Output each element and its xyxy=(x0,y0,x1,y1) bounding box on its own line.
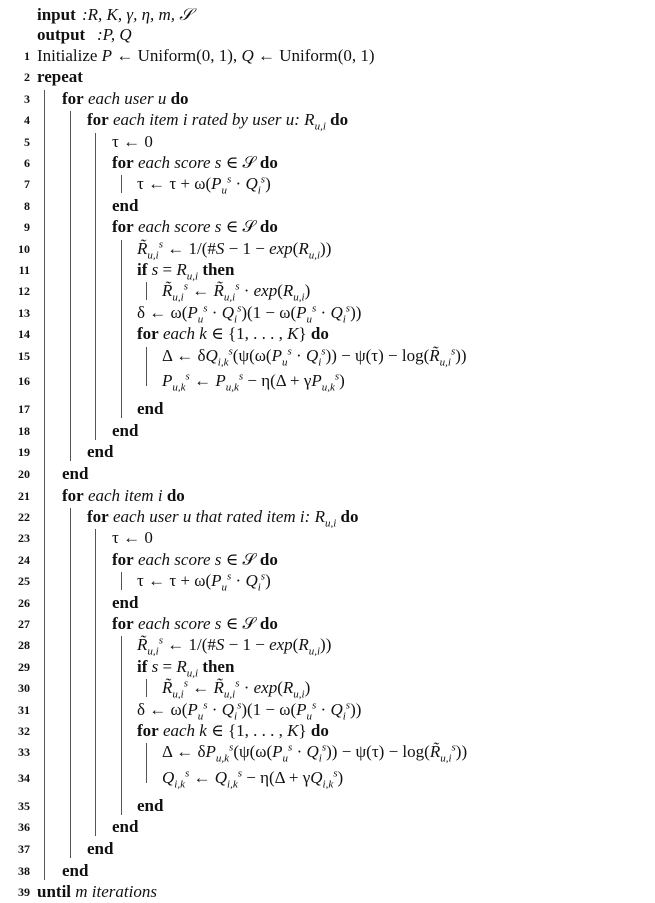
line-code: for each k ∈ {1, . . . , K} do xyxy=(137,324,329,344)
line-number: 27 xyxy=(18,616,30,631)
line-code: $R̃_{u,i}^s$ ← 1/(#S − $1 - \exp(R_{u,i})$) xyxy=(137,634,332,658)
line-number: 35 xyxy=(18,798,30,813)
block-bar xyxy=(146,743,147,782)
block-bar xyxy=(95,133,96,440)
input-value: :R, K, γ, η, m, 𝒮 xyxy=(82,5,193,24)
line-number: 16 xyxy=(18,374,30,388)
line-code: end xyxy=(112,195,139,215)
line-number: 26 xyxy=(18,595,30,610)
line-number: 25 xyxy=(18,574,30,589)
block-bar xyxy=(146,347,147,386)
line-number: 24 xyxy=(18,552,30,567)
output-value: :P, Q xyxy=(97,25,132,44)
line-number: 14 xyxy=(18,327,30,342)
line-code: end xyxy=(62,464,89,484)
line-number: 36 xyxy=(18,820,30,835)
line-code: end xyxy=(112,817,139,837)
line-number: 4 xyxy=(24,113,30,128)
line-number: 28 xyxy=(18,638,30,653)
line-code: for each score s ∈ 𝒮 do xyxy=(112,217,278,237)
line-code: end xyxy=(137,399,164,418)
line-code: for each k ∈ {1, . . . , K} do xyxy=(137,720,329,740)
line-code: for each score s ∈ 𝒮 do xyxy=(112,549,278,569)
line-code: end xyxy=(137,795,164,815)
line-code: end xyxy=(112,420,139,440)
line-code: Δ ← $\delta P_{u,k}^s(\psi(\omega(P_u^s \cdot Q_i^s)) - \psi(\tau)$ − $\log(R̃_{u,i}^s)$) xyxy=(162,741,468,765)
block-bar xyxy=(146,679,147,697)
block-bar xyxy=(44,90,45,880)
line-number: 33 xyxy=(18,745,30,760)
line-code: until m iterations xyxy=(37,882,157,902)
line-code: for each item i do xyxy=(62,485,185,505)
line-number: 39 xyxy=(18,885,30,900)
line-number: 17 xyxy=(18,402,30,416)
line-number: 23 xyxy=(18,531,30,546)
line-number: 20 xyxy=(18,467,30,482)
line-number: 15 xyxy=(18,348,30,363)
line-code: for each item i rated by user u: $R_{u,i}$ do xyxy=(87,110,349,133)
line-code: τ ← 0 xyxy=(112,528,153,548)
line-number: 30 xyxy=(18,681,30,696)
block-bar xyxy=(121,636,122,814)
line-number: 9 xyxy=(24,220,30,235)
line-number: 19 xyxy=(18,445,30,460)
line-number: 32 xyxy=(18,723,30,738)
line-code: Initialize P ← Uniform(0, 1), Q ← Uniform(0, 1) xyxy=(37,46,375,65)
line-code: if $s = R_{u,i}$ then xyxy=(137,260,235,283)
line-code: for each score s ∈ 𝒮 do xyxy=(112,613,278,633)
line-number: 38 xyxy=(18,863,30,878)
line-number: 10 xyxy=(18,241,30,256)
line-number: 18 xyxy=(18,423,30,438)
line-code: $Q_{i,k}^s$ ← $Q_{i,k}^s - \eta(\Delta + \gamma Q_{i,k}^s)$ xyxy=(162,767,344,791)
line-number: 7 xyxy=(24,177,30,192)
block-bar xyxy=(70,508,71,858)
line-code: $R̃_{u,i}^s$ ← $R̃_{u,i}^s \cdot \exp(R_{u,i})$ xyxy=(162,280,311,304)
line-number: 22 xyxy=(18,509,30,524)
line-code: δ ← $\omega(P_u^s \cdot Q_i^s)(1 - \omega(P_u^s \cdot Q_i^s))$ xyxy=(137,302,362,326)
line-number: 6 xyxy=(24,156,30,170)
line-code: end xyxy=(87,442,114,462)
line-code: $R̃_{u,i}^s$ ← 1/(#S − $1 - \exp(R_{u,i})$) xyxy=(137,237,332,261)
line-number: 34 xyxy=(18,770,30,785)
line-code: $P_{u,k}^s$ ← $P_{u,k}^s - \eta(\Delta + \gamma P_{u,k}^s)$ xyxy=(162,370,345,394)
line-number: 29 xyxy=(18,659,30,674)
line-code: if $s = R_{u,i}$ then xyxy=(137,656,235,680)
line-number: 5 xyxy=(24,134,30,149)
line-number: 11 xyxy=(18,263,30,277)
block-bar xyxy=(121,572,122,590)
block-bar xyxy=(70,111,71,461)
line-code: δ ← $\omega(P_u^s \cdot Q_i^s)(1 - \omega(P_u^s \cdot Q_i^s))$ xyxy=(137,698,362,722)
block-bar xyxy=(121,240,122,418)
line-code: end xyxy=(87,839,114,859)
line-code: τ ← $\tau + \omega(P_u^s \cdot Q_i^s)$ xyxy=(137,570,271,594)
line-code: for each user u that rated item i: $R_{u,i}$ do xyxy=(87,506,359,530)
line-number: 12 xyxy=(18,284,30,299)
line-code: for each score s ∈ 𝒮 do xyxy=(112,153,278,172)
line-code: τ ← $\tau + \omega(P_u^s \cdot Q_i^s)$ xyxy=(137,173,271,197)
line-number: 8 xyxy=(24,198,30,213)
line-code: Δ ← $\delta Q_{i,k}^s(\psi(\omega(P_u^s \cdot Q_i^s)) - \psi(\tau)$ − $\log(R̃_{u,i}^s)$) xyxy=(162,344,467,368)
input-label: input xyxy=(37,5,76,24)
line-number: 13 xyxy=(18,305,30,320)
line-code: repeat xyxy=(37,67,83,87)
line-code: end xyxy=(112,592,139,612)
line-code: for each user u do xyxy=(62,88,189,108)
line-number: 1 xyxy=(24,49,30,63)
line-number: 21 xyxy=(18,488,30,503)
line-number: 31 xyxy=(18,702,30,717)
line-number: 3 xyxy=(24,91,30,106)
line-number: 2 xyxy=(24,70,30,85)
block-bar xyxy=(146,282,147,300)
line-number: 37 xyxy=(18,842,30,857)
block-bar xyxy=(95,529,96,836)
block-bar xyxy=(121,175,122,193)
line-code: τ ← 0 xyxy=(112,131,153,151)
line-code: end xyxy=(62,860,89,880)
line-code: $R̃_{u,i}^s$ ← $R̃_{u,i}^s \cdot \exp(R_{u,i})$ xyxy=(162,677,311,701)
output-label: output xyxy=(37,25,86,44)
